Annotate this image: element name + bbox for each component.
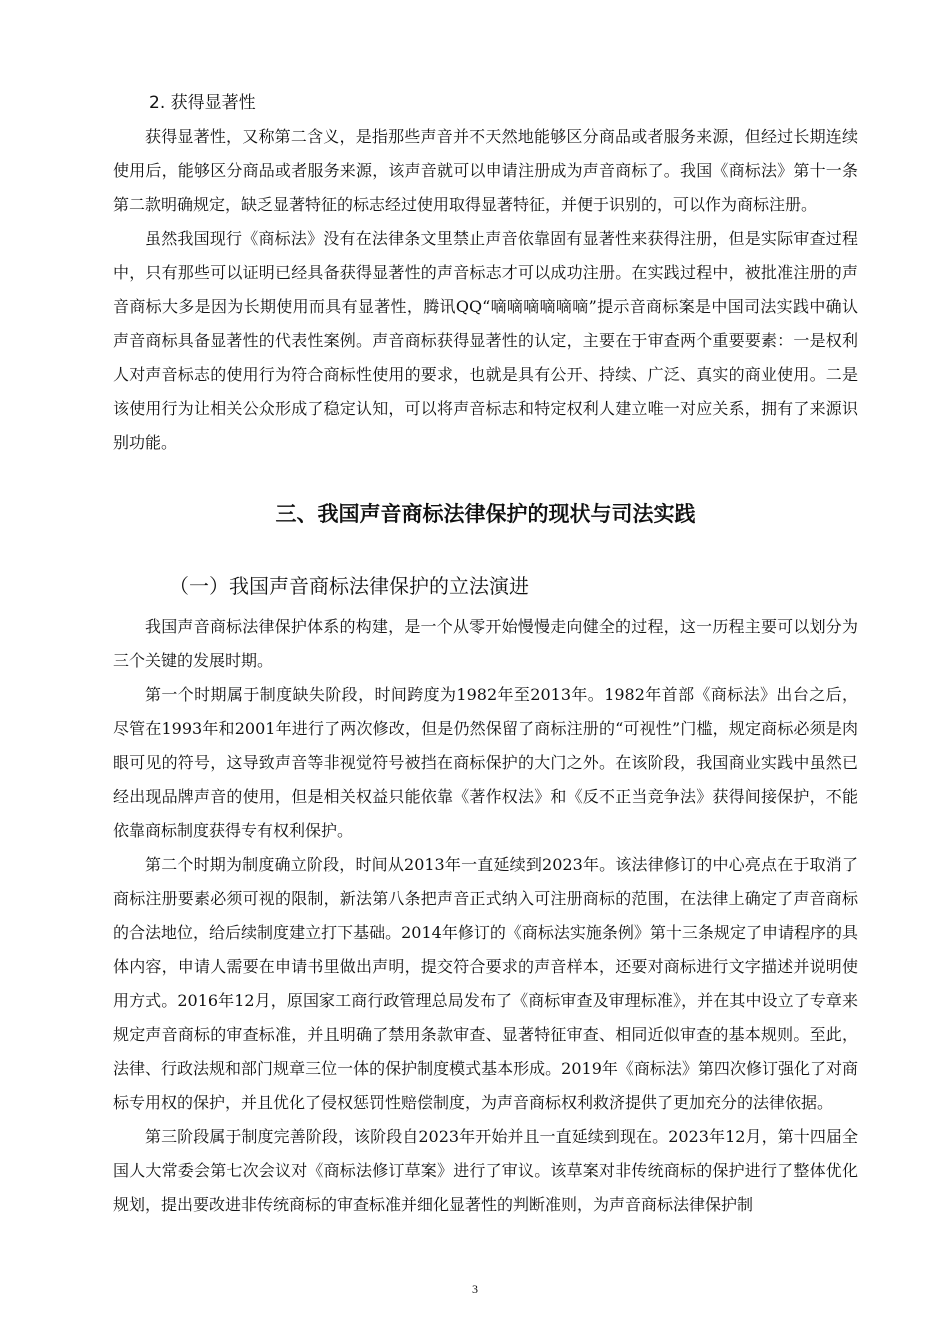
- paragraph: 第三阶段属于制度完善阶段，该阶段自2023年开始并且一直延续到现在。2023年12月，第十四届全国人大常委会第七次会议对《商标法修订草案》进行了审议。该草案对非传统商标的保护进行了整体优化规划，提出要改进非传统商标的审查标准并细化显著性的判断准则，为声音商标法律保护制: [113, 1127, 858, 1214]
- paragraph: 第二个时期为制度确立阶段，时间从2013年一直延续到2023年。该法律修订的中心亮点在于取消了商标注册要素必须可视的限制，新法第八条把声音正式纳入可注册商标的范围，在法律上确定了声音商标的合法地位，给后续制度建立打下基础。2014年修订的《商标法实施条例》第十三条规定了申请程序的具体内容，申请人需要在申请书里做出声明，提交符合要求的声音样本，还要对商标进行文字描述并说明使用方式。2016年12月，原国家工商行政管理总局发布了《商标审查及审理标准》，并在其中设立了专章来规定声音商标的审查标准，并且明确了禁用条款审查、显著特征审查、相同近似审查的基本规则。至此，法律、行政法规和部门规章三位一体的保护制度模式基本形成。2019年《商标法》第四次修订强化了对商标专用权的保护，并且优化了侵权惩罚性赔偿制度，为声音商标权利救济提供了更加充分的法律依据。: [113, 855, 858, 1112]
- paragraph: 第一个时期属于制度缺失阶段，时间跨度为1982年至2013年。1982年首部《商标法》出台之后，尽管在1993年和2001年进行了两次修改，但是仍然保留了商标注册的“可视性”门槛，规定商标必须是肉眼可见的符号，这导致声音等非视觉符号被挡在商标保护的大门之外。在该阶段，我国商业实践中虽然已经出现品牌声音的使用，但是相关权益只能依靠《著作权法》和《反不正当竞争法》获得间接保护，不能依靠商标制度获得专有权利保护。: [113, 685, 858, 840]
- paragraph: 获得显著性，又称第二含义，是指那些声音并不天然地能够区分商品或者服务来源，但经过长期连续使用后，能够区分商品或者服务来源，该声音就可以申请注册成为声音商标了。我国《商标法》第十一条第二款明确规定，缺乏显著特征的标志经过使用取得显著特征，并便于识别的，可以作为商标注册。: [113, 127, 858, 214]
- chapter-title: 三、我国声音商标法律保护的现状与司法实践: [275, 502, 696, 526]
- section-title: （一）我国声音商标法律保护的立法演进: [169, 574, 529, 598]
- page-number: 3: [472, 1282, 478, 1296]
- page-body: [113, 86, 858, 1222]
- paragraph: 我国声音商标法律保护体系的构建，是一个从零开始慢慢走向健全的过程，这一历程主要可以划分为三个关键的发展时期。: [113, 617, 858, 670]
- subsection-heading: 2. 获得显著性: [149, 93, 256, 113]
- paragraph: 虽然我国现行《商标法》没有在法律条文里禁止声音依靠固有显著性来获得注册，但是实际审查过程中，只有那些可以证明已经具备获得显著性的声音标志才可以成功注册。在实践过程中，被批准注册的声音商标大多是因为长期使用而具有显著性，腾讯QQ“嘀嘀嘀嘀嘀嘀”提示音商标案是中国司法实践中确认声音商标具备显著性的代表性案例。声音商标获得显著性的认定，主要在于审查两个重要要素：一是权利人对声音标志的使用行为符合商标性使用的要求，也就是具有公开、持续、广泛、真实的商业使用。二是该使用行为让相关公众形成了稳定认知，可以将声音标志和特定权利人建立唯一对应关系，拥有了来源识别功能。: [113, 229, 858, 452]
